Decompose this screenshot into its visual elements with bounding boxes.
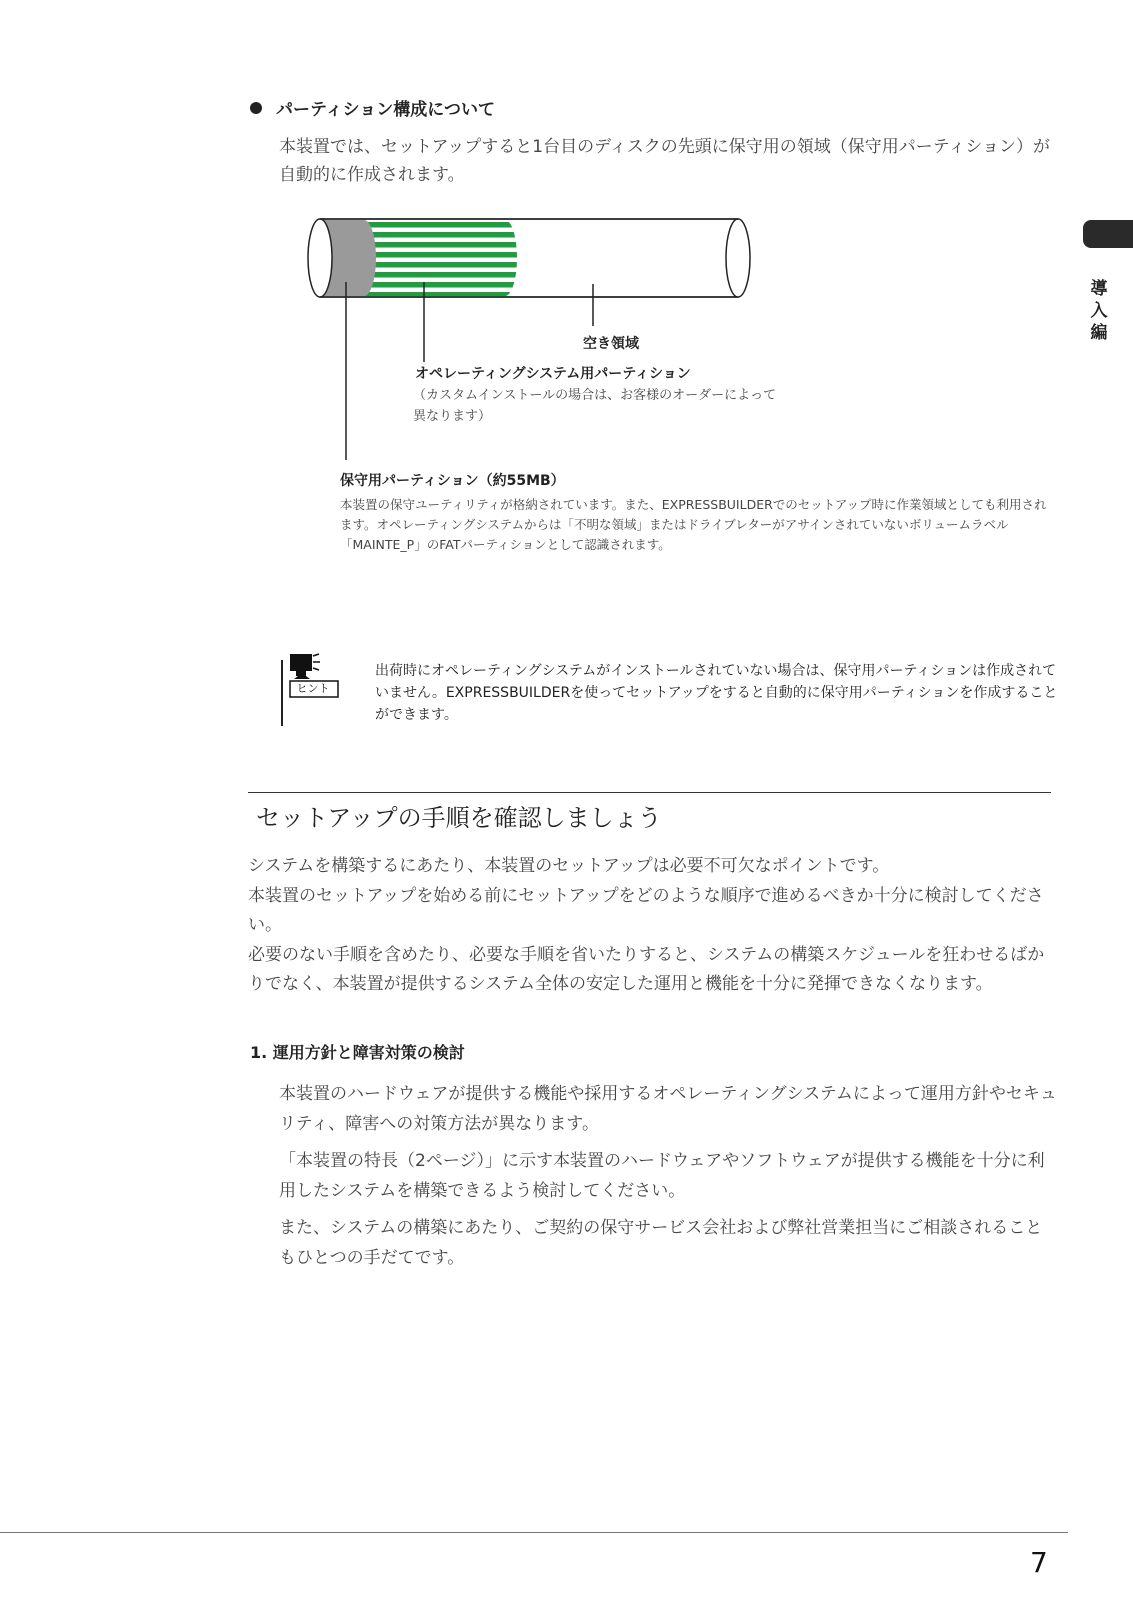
free-space-label: 空き領域 [583,336,639,352]
subsection-paragraph-1: 本装置のハードウェアが提供する機能や採用するオペレーティングシステムによって運用方針やセキュリティ、障害への対策方法が異なります。 [279,1084,1057,1134]
subsection-paragraph-3: また、システムの構築にあたり、ご契約の保守サービス会社および弊社営業担当にご相談されることもひとつの手だてです。 [279,1218,1043,1268]
hint-text: 出荷時にオペレーティングシステムがインストールされていない場合は、保守用パーティションは作成されていません。EXPRESSBUILDERを使ってセットアップをすると自動的に保守用パーティションを作成することができます。 [375,663,1058,723]
page-number: 7 [1030,1546,1048,1579]
maintenance-partition-label: 保守用パーティション（約55MB） [340,473,565,489]
subsection-heading: 1. 運用方針と障害対策の検討 [250,1043,465,1062]
bullet-heading [250,95,495,120]
os-partition-note-2: 異なります） [413,409,492,424]
section-paragraph-1: システムを構築するにあたり、本装置のセットアップは必要不可欠なポイントです。 [248,856,890,876]
maintenance-partition-description: 本装置の保守ユーティリティが格納されています。また、EXPRESSBUILDERでのセットアップ時に作業領域としても利用されます。オペレーティングシステムからは「不明な領域」またはドライブレターがアサインされていないボリュームラベル「MAINTE_P」のFATパーティションとして認識されます。 [340,497,1047,552]
partition-diagram [300,212,760,462]
bullet-dot [250,102,262,114]
os-partition-end [493,220,517,296]
subsection-paragraph-2: 「本装置の特長（2ページ）」に示す本装置のハードウェアやソフトウェアが提供する機能を十分に利用したシステムを構築できるよう検討してください。 [279,1151,1045,1201]
hint-bar [281,660,283,726]
section-body [248,852,1058,1000]
hint-icon-label: ヒント [296,682,330,695]
os-partition-note-1: （カスタムインストールの場合は、お客様のオーダーによって [413,388,777,403]
intro-paragraph: 本装置では、セットアップすると1台目のディスクの先頭に保守用の領域（保守用パーティション）が自動的に作成されます。 [279,137,1051,185]
chapter-tab-label: 導入編 [1090,279,1108,343]
section-divider [248,792,1051,793]
chapter-tab [1083,220,1133,248]
bullet-heading-text: パーティション構成について [276,100,495,120]
section-paragraph-3: 必要のない手順を含めたり、必要な手順を省いたりすると、システムの構築スケジュールを狂わせるばかりでなく、本装置が提供するシステム全体の安定した運用と機能を十分に発揮できなくなります。 [248,944,1045,994]
os-partition-label: オペレーティングシステム用パーティション [415,366,691,382]
section-paragraph-2: 本装置のセットアップを始める前にセットアップをどのような順序で進めるべきか十分に検討してください。 [248,885,1044,935]
section-title: セットアップの手順を確認しましょう [256,804,662,832]
tube-right-end [726,219,750,297]
os-partition-segment [355,220,505,296]
footer-divider [0,1532,1068,1533]
tube-left-end [308,219,332,297]
maintenance-end [352,220,376,296]
